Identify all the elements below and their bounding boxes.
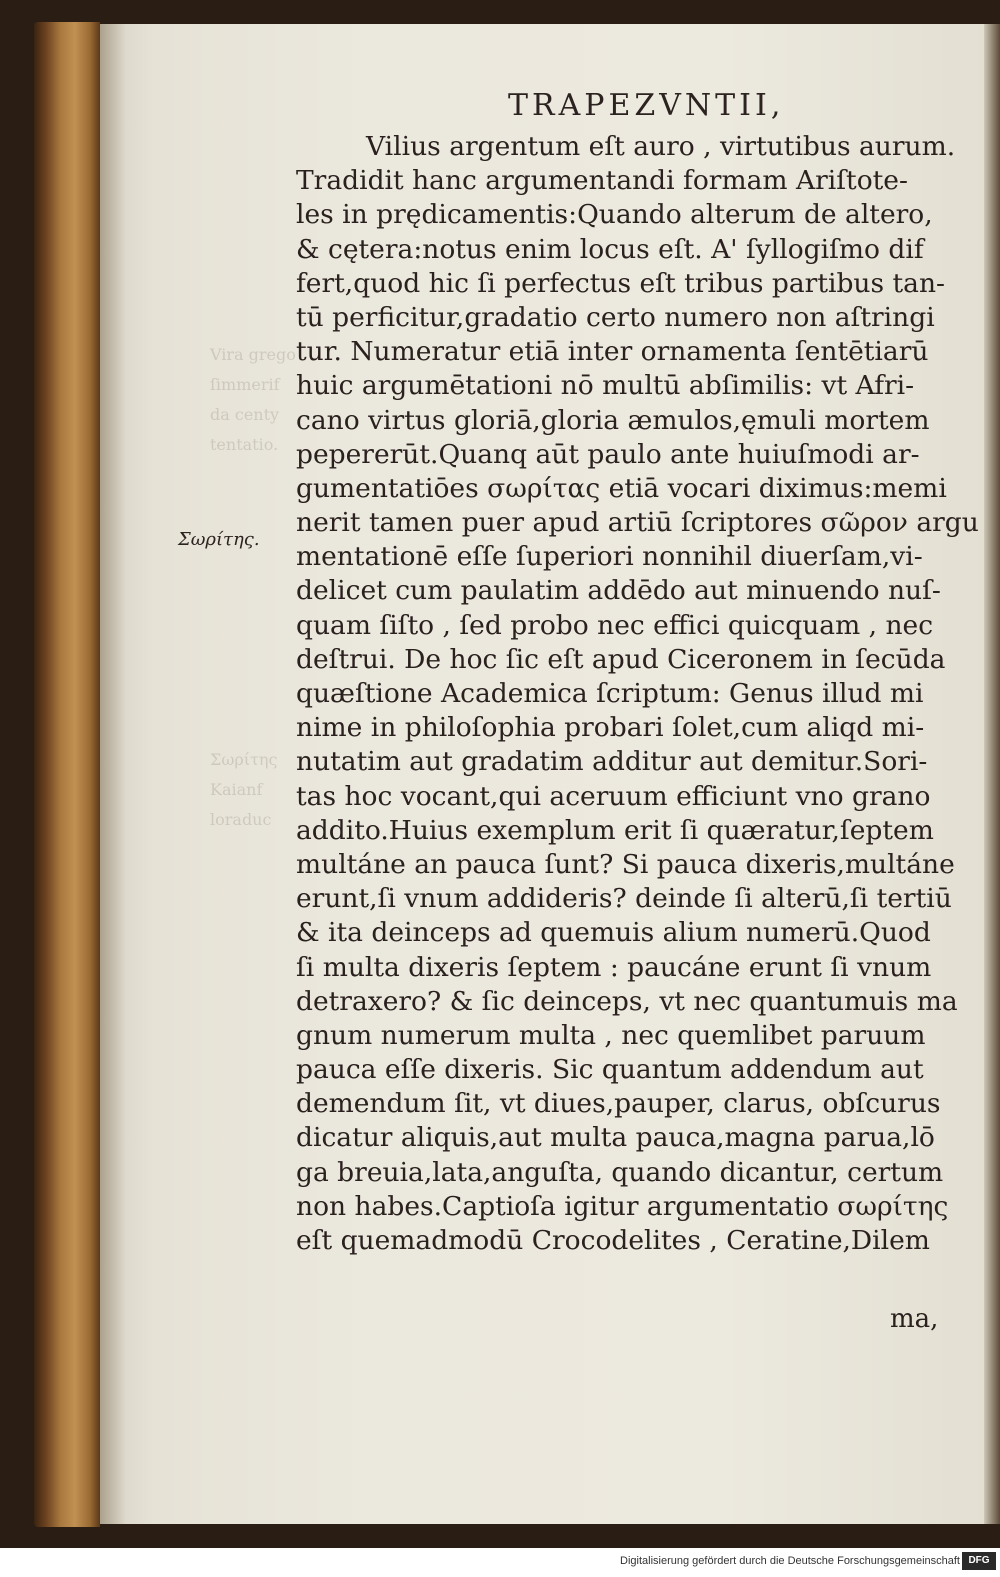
- text-line: tū perficitur,gradatio certo numero non aſtringi: [296, 301, 935, 333]
- text-line: pauca eſſe dixeris. Sic quantum addendum aut: [296, 1054, 924, 1086]
- text-line: huic argumētationi nō multū abſimilis: vt Afri-: [296, 370, 915, 402]
- text-line: quam ſiſto , ſed probo nec effici quicquam , nec: [296, 609, 934, 641]
- text-line: & ita deinceps ad quemuis alium numerū.Quod: [296, 917, 931, 949]
- text-line: & cętera:notus enim locus eſt. A' ſyllogiſmo dif: [296, 233, 924, 265]
- text-line: pepererūt.Quanq aūt paulo ante huiuſmodi ar-: [296, 438, 920, 470]
- gutter-shadow: [100, 24, 126, 1524]
- text-line: demendum ſit, vt diues,pauper, clarus, obſcurus: [296, 1088, 941, 1120]
- text-line: nutatim aut gradatim additur aut demitur.Sori-: [296, 746, 928, 778]
- text-line: quæſtione Academica ſcriptum: Genus illud mi: [296, 678, 924, 709]
- text-line: eſt quemadmodū Crocodelites , Ceratine,Dilem: [296, 1225, 930, 1256]
- show-through-note: Vira grego: [210, 345, 296, 364]
- show-through-note: da centy: [210, 405, 280, 424]
- text-line: Tradidit hanc argumentandi formam Ariſtote-: [296, 165, 908, 197]
- text-line: cano virtus gloriā,gloria æmulos,ęmuli mortem: [296, 404, 930, 436]
- show-through-note: Σωρίτης: [210, 750, 278, 769]
- text-line: detraxero? & ſic deinceps, vt nec quantumuis ma: [296, 985, 958, 1017]
- show-through-note: Kaianf: [210, 780, 263, 799]
- text-line: Vilius argentum eſt auro , virtutibus aurum.: [366, 131, 956, 162]
- text-line: nerit tamen puer apud artiū ſcriptores σῶρον argu: [296, 507, 979, 539]
- text-line: gumentatiōes σωρίτας etiā vocari diximus:memi: [296, 472, 947, 504]
- text-line: multáne an pauca ſunt? Si pauca dixeris,multáne: [296, 848, 955, 880]
- dfg-logo: DFG: [962, 1552, 996, 1570]
- page-right-edge: [984, 24, 1000, 1524]
- show-through-note: tentatio.: [210, 435, 279, 454]
- show-through-note: ſimmerif: [210, 375, 280, 394]
- text-line: erunt,ſi vnum addideris? deinde ſi alterū,ſi tertiū: [296, 883, 952, 915]
- text-line: nime in philoſophia probari ſolet,cum aliqd mi-: [296, 712, 925, 744]
- text-line: delicet cum paulatim addēdo aut minuendo nuſ-: [296, 575, 941, 607]
- show-through-note: loraduc: [210, 810, 272, 829]
- book-fore-edge: [34, 22, 100, 1527]
- text-line: tas hoc vocant,qui aceruum efficiunt vno grano: [296, 780, 931, 812]
- text-line: fert,quod hic ſi perfectus eſt tribus partibus tan-: [296, 267, 945, 299]
- text-line: ſi multa dixeris ſeptem : paucáne erunt ſi vnum: [296, 951, 932, 983]
- text-line: dicatur aliquis,aut multa pauca,magna parua,lō: [296, 1122, 935, 1154]
- marginal-note: Σωρίτης.: [178, 529, 260, 550]
- text-line: gnum numerum multa , nec quemlibet paruum: [296, 1019, 926, 1051]
- body-text: [296, 130, 979, 1330]
- text-line: ga breuia,lata,anguſta, quando dicantur, certum: [296, 1156, 944, 1188]
- running-head: TRAPEZVNTII,: [508, 88, 785, 123]
- text-line: les in prędicamentis:Quando alterum de altero,: [296, 199, 933, 231]
- text-line: tur. Numeratur etiā inter ornamenta ſentētiarū: [296, 336, 929, 368]
- funding-credit: Digitalisierung gefördert durch die Deutsche Forschungsgemeinschaft: [620, 1555, 960, 1567]
- text-line: mentationē eſſe ſuperiori nonnihil diuerſam,vi-: [296, 541, 923, 573]
- text-line: addito.Huius exemplum erit ſi quæratur,ſeptem: [296, 814, 934, 846]
- catchword: ma,: [890, 1304, 939, 1334]
- text-line: non habes.Captioſa igitur argumentatio σωρίτης: [296, 1190, 949, 1222]
- text-line: deſtrui. De hoc ſic eſt apud Ciceronem in ſecūda: [296, 643, 946, 675]
